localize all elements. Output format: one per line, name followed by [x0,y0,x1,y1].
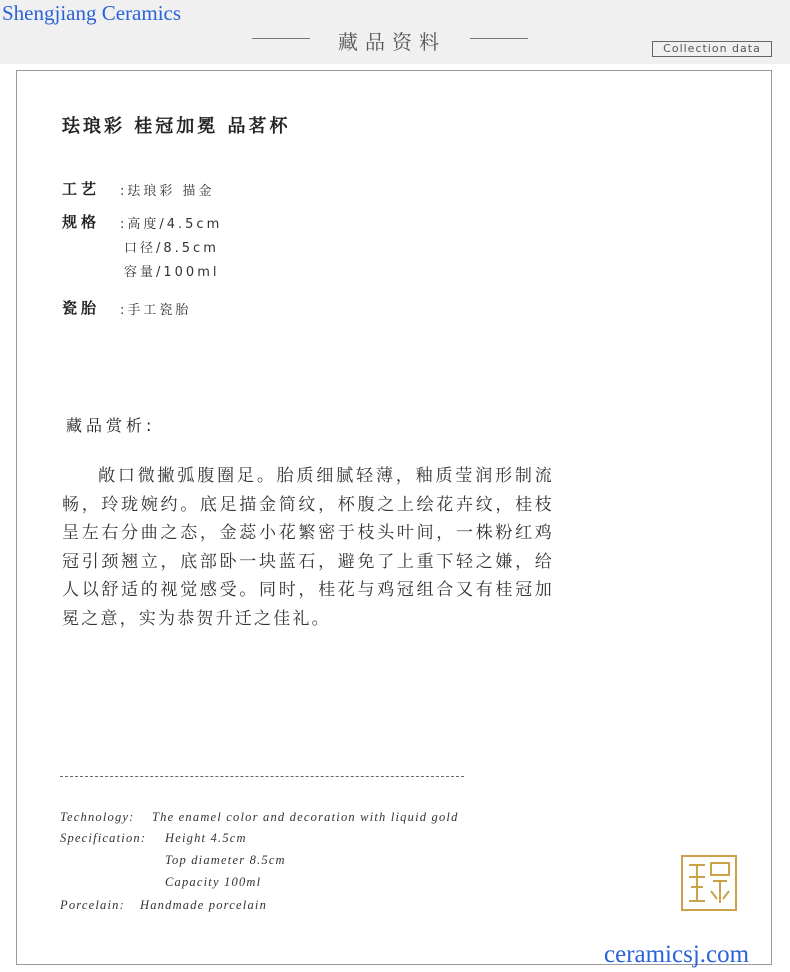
spec-height: :高度/4.5cm [120,217,223,232]
collection-data-badge: Collection data [652,41,772,57]
dashed-divider [60,776,464,777]
header-rule-left [252,38,310,39]
seal-glyph-icon [683,857,735,909]
header-rule-right [470,38,528,39]
spec-diameter: 口径/8.5cm [124,241,219,256]
en-technology-value: The enamel color and decoration with liquid gold [152,810,459,824]
seal-stamp-icon [681,855,737,911]
en-porcelain-value: Handmade porcelain [140,898,268,912]
en-technology-label: Technology: [60,810,135,824]
product-title: 珐琅彩 桂冠加冕 品茗杯 [62,116,291,137]
appreciation-body: 敞口微撇弧腹圈足。胎质细腻轻薄，釉质莹润形制流畅，玲珑婉约。底足描金简纹，杯腹之上绘花卉纹，桂枝呈左右分曲之态，金蕊小花繁密于枝头叶间，一株粉红鸡冠引颈翘立，底部卧一块蓝石，避免了上重下轻之嫌，给人以舒适的视觉感受。同时，桂花与鸡冠组合又有桂冠加冕之意，实为恭贺升迁之佳礼。 [62,466,554,629]
porcelain-label: 瓷胎 [62,299,101,317]
technique-value: :珐琅彩 描金 [120,184,215,199]
en-spec-diameter: Top diameter 8.5cm [165,853,286,867]
en-spec-height: Height 4.5cm [165,831,247,845]
watermark-top: Shengjiang Ceramics [2,1,182,25]
en-porcelain-label: Porcelain: [60,898,125,912]
en-spec-capacity: Capacity 100ml [165,875,262,889]
appreciation-heading: 藏品赏析: [66,416,156,435]
en-specification-label: Specification: [60,831,147,845]
watermark-bottom: ceramicsj.com [604,941,750,968]
porcelain-value: :手工瓷胎 [120,303,192,318]
specification-label: 规格 [62,213,101,231]
technique-label: 工艺 [62,180,101,198]
header-title: 藏品资料 [338,30,446,54]
spec-capacity: 容量/100ml [124,265,220,280]
